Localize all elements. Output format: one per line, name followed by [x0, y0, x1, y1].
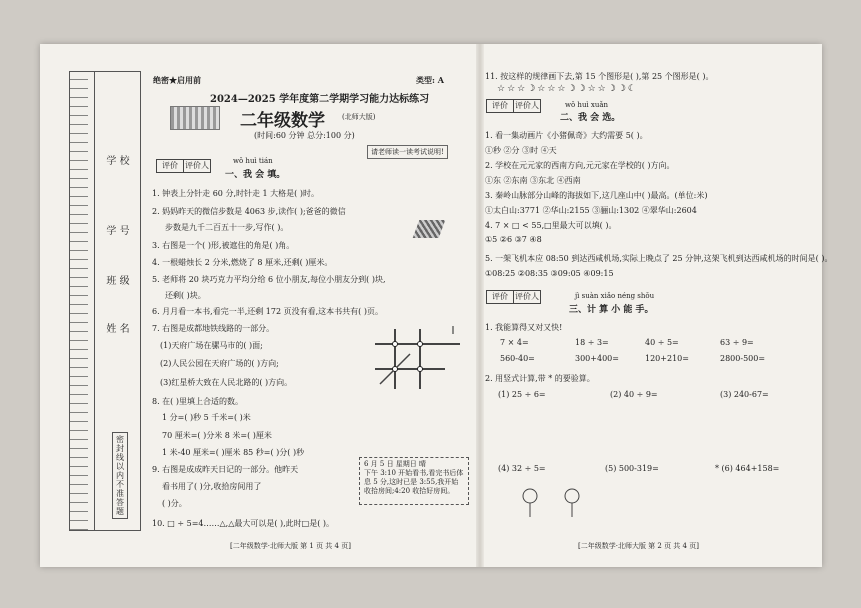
kids-illustration: [510, 484, 600, 524]
school-label: 学 校: [106, 156, 130, 167]
footer-left: [二年级数学·北师大版 第 1 页 共 4 页]: [230, 542, 351, 550]
student-info-sidebar: [69, 71, 141, 531]
question-2: 2. 妈妈昨天的微信步数是 4063 步,读作( );爸爸的微信: [152, 207, 346, 216]
binding-strip: [70, 72, 88, 530]
shape-image: [413, 220, 446, 238]
class-label: 班 级: [106, 276, 130, 287]
seal-line-note: 密封线以内不准答题: [112, 432, 128, 519]
score-box-3: 评价 评价人: [486, 290, 541, 304]
question-4: 4. 一根蜡烛长 2 分米,燃烧了 8 厘米,还剩( )厘米。: [152, 258, 333, 267]
section-title: 一、我 会 填。: [225, 170, 286, 180]
question-10: 10. □ ÷ 5=4……△,△最大可以是( ),此时□是( )。: [152, 519, 335, 528]
question-9: 9. 右图是成成昨天日记的一部分。他昨天: [152, 465, 299, 474]
exam-paper: 学 校 学 号 班 级 姓 名 密封线以内不准答题 绝密★启用前 类型: A 2024—2025 学年度第二学期学习能力达标练习 二年级数学 (北师大版) (时间:60 分钟 总分:100 分) 请老师读一读考试说明! 评价 评价人 wǒ huì tián 一、我 会 填。 1. 钟表上分针走 60 分,时针走 1 大格是( )时。 2. 妈妈昨天的微信步数是 4063 步,读作( );爸爸的微信 步数是九千二百五十一步,写作( )。 3. 右图是一个( )形,被遮住的角是( )角。 4. 一根蜡烛长 2 分米,燃烧了 8 厘米,还剩( )厘米。 5. 老师将 20 块巧克力平均分给 6 位小朋友,每位小朋友分到( )块, 还剩( )块。 6. 月月看一本书,看完一半,还剩 172 页没有看,这本书共有( )页。 7. 右图是成都地铁线路的一部分。 (1)天府广场在骡马市的( )面; (2)人民公园在天府广场的( )方向; (3)红星桥大致在人民北路的( )方向。 8. 在( )里填上合适的数。 1 分=( )秒 5 千米=( )米 70 厘米=( )分米 8 米=( )厘米 1 米-40 厘米=( )厘米 85 秒=( )分( )秒 9. 右图是成成昨天日记的一部分。他昨天 看书用了( )分,收拾房间用了 ( )分。 6 月 5 日 星期日 晴 下午 3:10 开始看书,看完书后体息 5 分,这时已是 3:55,我开始收拾房间;4:20 收拾好房间。 10. □ ÷ 5=4……△,△最大可以是( ),此时□是( )。 [二年级数学·北师大版 第 1 页 共 4 页] 11. 按这样的规律画下去,第 15 个图形是( ),第 25 个图形是( )。 ☆☆☆☽☆☆☆☽☽☆☆☽☽☾ 评价 评价人 wǒ huì xuǎn 二、我 会 选。 1. 看一集动画片《小猪佩奇》大约需要 5( )。 ①秒 ②分 ③时 ④天 2. 学校在元元家的西南方向,元元家在学校的( )方向。 ①东 ②东南 ③东北 ④西南 3. 秦岭山脉部分山峰的海拔如下,这几座山中( )最高。(单位:米) ①太白山:3771 ②华山:2155 ③骊山:1302 ④翠华山:2604 4. 7 × □ < 55,□里最大可以填( )。 ①5 ②6 ③7 ④8 5. 一架飞机本应 08:50 到达西咸机场,实际上晚点了 25 分钟,这架飞机到达西咸机场的时间是( )。 ①08:25 ②08:35 ③09:05 ④09:15 评价 评价人 jì suàn xiǎo néng shǒu 三、计 算 小 能 手。 1. 我能算得又对又快! 7 × 4= 18 ÷ 3= 40 ÷ 5= 63 ÷ 9= 560-40= 300+400= 120+210= 2800-500= 2. 用竖式计算,带 * 的要验算。 (1) 25 ÷ 6= (2) 40 ÷ 9= (3) 240-67= (4) 32 ÷ 5= (5) 500-319= * (6) 464+158= [二年级数学·北师大版 第 2 页 共 4 页]: [40, 44, 822, 567]
question-8: 8. 在( )里填上合适的数。: [152, 397, 243, 406]
star-pattern: ☆☆☆☽☆☆☆☽☽☆☆☽☽☾: [497, 84, 638, 94]
question-5: 5. 老师将 20 块巧克力平均分给 6 位小朋友,每位小朋友分到( )块,: [152, 275, 386, 284]
check-hint: 请老师读一读考试说明!: [367, 145, 448, 159]
name-label: 姓 名: [106, 324, 130, 335]
question-3: 3. 右图是一个( )形,被遮住的角是( )角。: [152, 241, 295, 250]
section-title-3: 三、计 算 小 能 手。: [569, 305, 654, 315]
metro-map: [365, 324, 465, 394]
subject-title: 二年级数学: [240, 111, 325, 131]
score-box-1: 评价 评价人: [156, 159, 211, 173]
footer-right: [二年级数学·北师大版 第 2 页 共 4 页]: [578, 542, 699, 550]
time-score: (时间:60 分钟 总分:100 分): [254, 131, 355, 140]
student-id-label: 学 号: [106, 226, 130, 237]
question-7: 7. 右图是成都地铁线路的一部分。: [152, 324, 275, 333]
page-fold: [476, 44, 484, 567]
paper-type: 类型: A: [416, 75, 444, 85]
question-11: 11. 按这样的规律画下去,第 15 个图形是( ),第 25 个图形是( )。: [485, 72, 714, 81]
abacus-image: [170, 106, 220, 130]
diary-note: 6 月 5 日 星期日 晴 下午 3:10 开始看书,看完书后体息 5 分,这时已是 3:55,我开始收拾房间;4:20 收拾好房间。: [359, 457, 469, 505]
exam-title: 2024—2025 学年度第二学期学习能力达标练习: [210, 94, 430, 105]
confidential-mark: 绝密★启用前: [153, 75, 201, 85]
score-box-2: 评价 评价人: [486, 99, 541, 113]
section-title-2: 二、我 会 选。: [560, 113, 621, 123]
edition-label: (北师大版): [342, 113, 376, 121]
question-1: 1. 钟表上分针走 60 分,时针走 1 大格是( )时。: [152, 189, 319, 198]
question-6: 6. 月月看一本书,看完一半,还剩 172 页没有看,这本书共有( )页。: [152, 307, 383, 316]
